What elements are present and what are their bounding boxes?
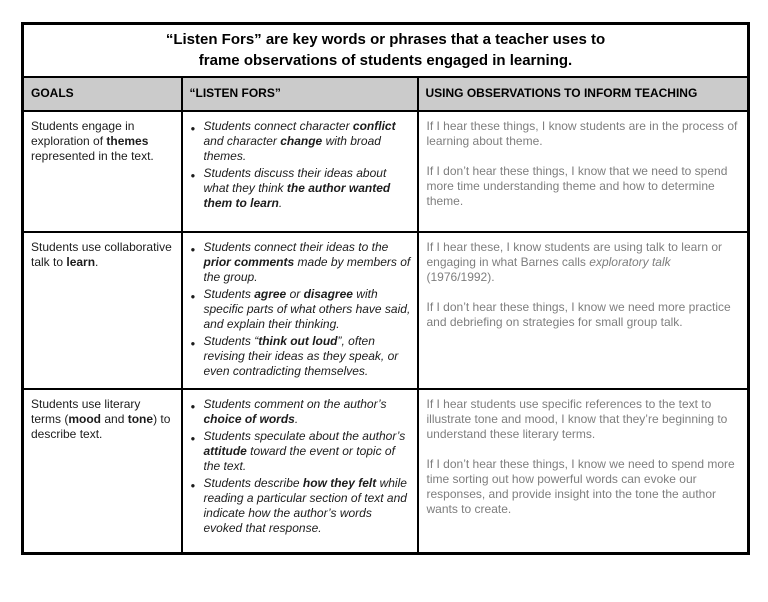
listen-for-item (191, 334, 411, 379)
observation-paragraph: If I don’t hear these things, I know we need to spend more time sorting out how powerful words can evoke our responses, and provide insight into the tone the author wants to create. (426, 456, 735, 516)
bullet-icon: ● (190, 244, 196, 254)
listen-fors-cell (182, 111, 418, 232)
listen-for-item (191, 287, 411, 332)
listen-for-item (191, 166, 411, 211)
listen-fors-cell (182, 389, 418, 554)
listen-for-item (191, 476, 411, 536)
listen-for-item (191, 397, 411, 427)
observation-paragraph: If I hear these things, I know students are in the process of learning about theme. (426, 118, 738, 148)
bullet-icon: ● (190, 291, 196, 301)
listen-for-text: Students agree or disagree with specific parts of what others have said, and explain their thinking. (203, 286, 411, 331)
listen-for-item (191, 429, 411, 474)
header-row (23, 77, 749, 111)
observations-cell (418, 232, 749, 389)
observation-paragraph: If I hear students use specific references to the text to illustrate tone and mood, I know that they’re beginning to understand these literary terms. (426, 396, 728, 441)
table-title-line-2: frame observations of students engaged in learning. (198, 52, 573, 70)
listen-for-text: Students connect character conflict and character change with broad themes. (203, 118, 396, 163)
bullet-icon: ● (190, 123, 196, 133)
goal-cell: Students use literary terms (mood and tone) to describe text. (23, 389, 182, 554)
observation-paragraph: If I don’t hear these things, I know we need more practice and debriefing on strategies for small group talk. (426, 299, 731, 329)
listen-for-text: Students speculate about the author’s attitude toward the event or topic of the text. (203, 428, 406, 473)
column-header-listen-fors: “LISTEN FORS” (182, 77, 418, 111)
listen-for-text: Students “think out loud”, often revising their ideas as they speak, or even contradicting themselves. (203, 333, 399, 378)
title-row (23, 24, 749, 77)
observations-cell (418, 389, 749, 554)
table-title-line-1: “Listen Fors” are key words or phrases that a teacher uses to (165, 31, 606, 49)
table-row (23, 232, 749, 389)
column-header-goals: GOALS (23, 77, 182, 111)
table-row (23, 389, 749, 554)
listen-for-item (191, 119, 411, 164)
listen-for-text: Students describe how they felt while reading a particular section of text and indicate how the author’s words evoked that response. (203, 475, 407, 535)
observation-paragraph: If I hear these, I know students are using talk to learn or engaging in what Barnes calls exploratory talk (1976/1992). (426, 239, 722, 284)
listen-for-item (191, 240, 411, 285)
observation-paragraph: If I don’t hear these things, I know that we need to spend more time understanding theme and how to determine theme. (426, 163, 728, 208)
bullet-icon: ● (190, 401, 196, 411)
column-header-observations: USING OBSERVATIONS TO INFORM TEACHING (418, 77, 749, 111)
listen-fors-cell (182, 232, 418, 389)
table-title (23, 24, 749, 77)
goal-cell: Students engage in exploration of themes represented in the text. (23, 111, 182, 232)
listen-for-text: Students connect their ideas to the prior comments made by members of the group. (203, 239, 411, 284)
listen-for-text: Students discuss their ideas about what they think the author wanted them to learn. (203, 165, 391, 210)
observations-cell (418, 111, 749, 232)
bullet-icon: ● (190, 170, 196, 180)
listen-fors-table (21, 22, 750, 555)
bullet-icon: ● (190, 338, 196, 348)
table-row (23, 111, 749, 232)
listen-for-text: Students comment on the author’s choice of words. (203, 396, 387, 426)
goal-cell: Students use collaborative talk to learn. (23, 232, 182, 389)
bullet-icon: ● (190, 480, 196, 490)
bullet-icon: ● (190, 433, 196, 443)
